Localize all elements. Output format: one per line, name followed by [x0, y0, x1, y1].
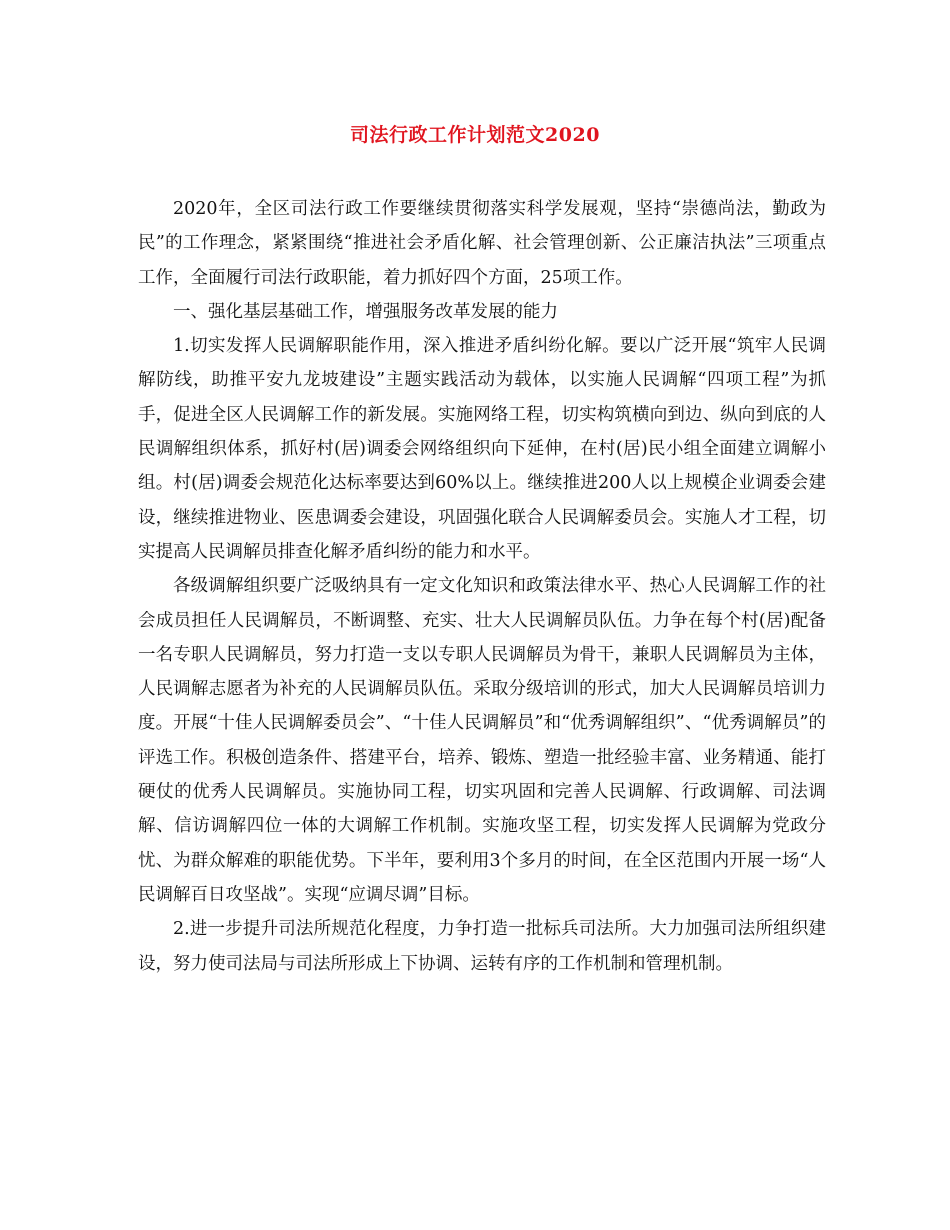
paragraph-item-1: 1.切实发挥人民调解职能作用，深入推进矛盾纠纷化解。要以广泛开展“筑牢人民调解防线，助推平安九龙坡建设”主题实践活动为载体，以实施人民调解“四项工程”为抓手，促进全区人民调解工作的新发展。实施网络工程，切实构筑横向到边、纵向到底的人民调解组织体系，抓好村(居)调委会网络组织向下延伸，在村(居)民小组全面建立调解小组。村(居)调委会规范化达标率要达到60%以上。继续推进200人以上规模企业调委会建设，继续推进物业、医患调委会建设，巩固强化联合人民调解委员会。实施人才工程，切实提高人民调解员排查化解矛盾纠纷的能力和水平。: [138, 336, 826, 562]
paragraph-mediators: 各级调解组织要广泛吸纳具有一定文化知识和政策法律水平、热心人民调解工作的社会成员担任人民调解员，不断调整、充实、壮大人民调解员队伍。力争在每个村(居)配备一名专职人民调解员，努力打造一支以专职人民调解员为骨干，兼职人民调解员为主体，人民调解志愿者为补充的人民调解员队伍。采取分级培训的形式，加大人民调解员培训力度。开展“十佳人民调解委员会”、“十佳人民调解员”和“优秀调解组织”、“优秀调解员”的评选工作。积极创造条件、搭建平台，培养、锻炼、塑造一批经验丰富、业务精通、能打硬仗的优秀人民调解员。实施协同工程，切实巩固和完善人民调解、行政调解、司法调解、信访调解四位一体的大调解工作机制。实施攻坚工程，切实发挥人民调解为党政分忧、为群众解难的职能优势。下半年，要利用3个多月的时间，在全区范围内开展一场“人民调解百日攻坚战”。实现“应调尽调”目标。: [138, 576, 826, 905]
document-body: [138, 192, 826, 981]
section-heading-1: 一、强化基层基础工作，增强服务改革发展的能力: [173, 301, 558, 322]
paragraph-item-2: 2.进一步提升司法所规范化程度，力争打造一批标兵司法所。大力加强司法所组织建设，努力使司法局与司法所形成上下协调、运转有序的工作机制和管理机制。: [138, 919, 826, 974]
document-title: 司法行政工作计划范文2020: [350, 124, 600, 146]
paragraph-intro: 2020年，全区司法行政工作要继续贯彻落实科学发展观，坚持“崇德尚法，勤政为民”的工作理念，紧紧围绕“推进社会矛盾化解、社会管理创新、公正廉洁执法”三项重点工作，全面履行司法行政职能，着力抓好四个方面，25项工作。: [138, 199, 826, 288]
